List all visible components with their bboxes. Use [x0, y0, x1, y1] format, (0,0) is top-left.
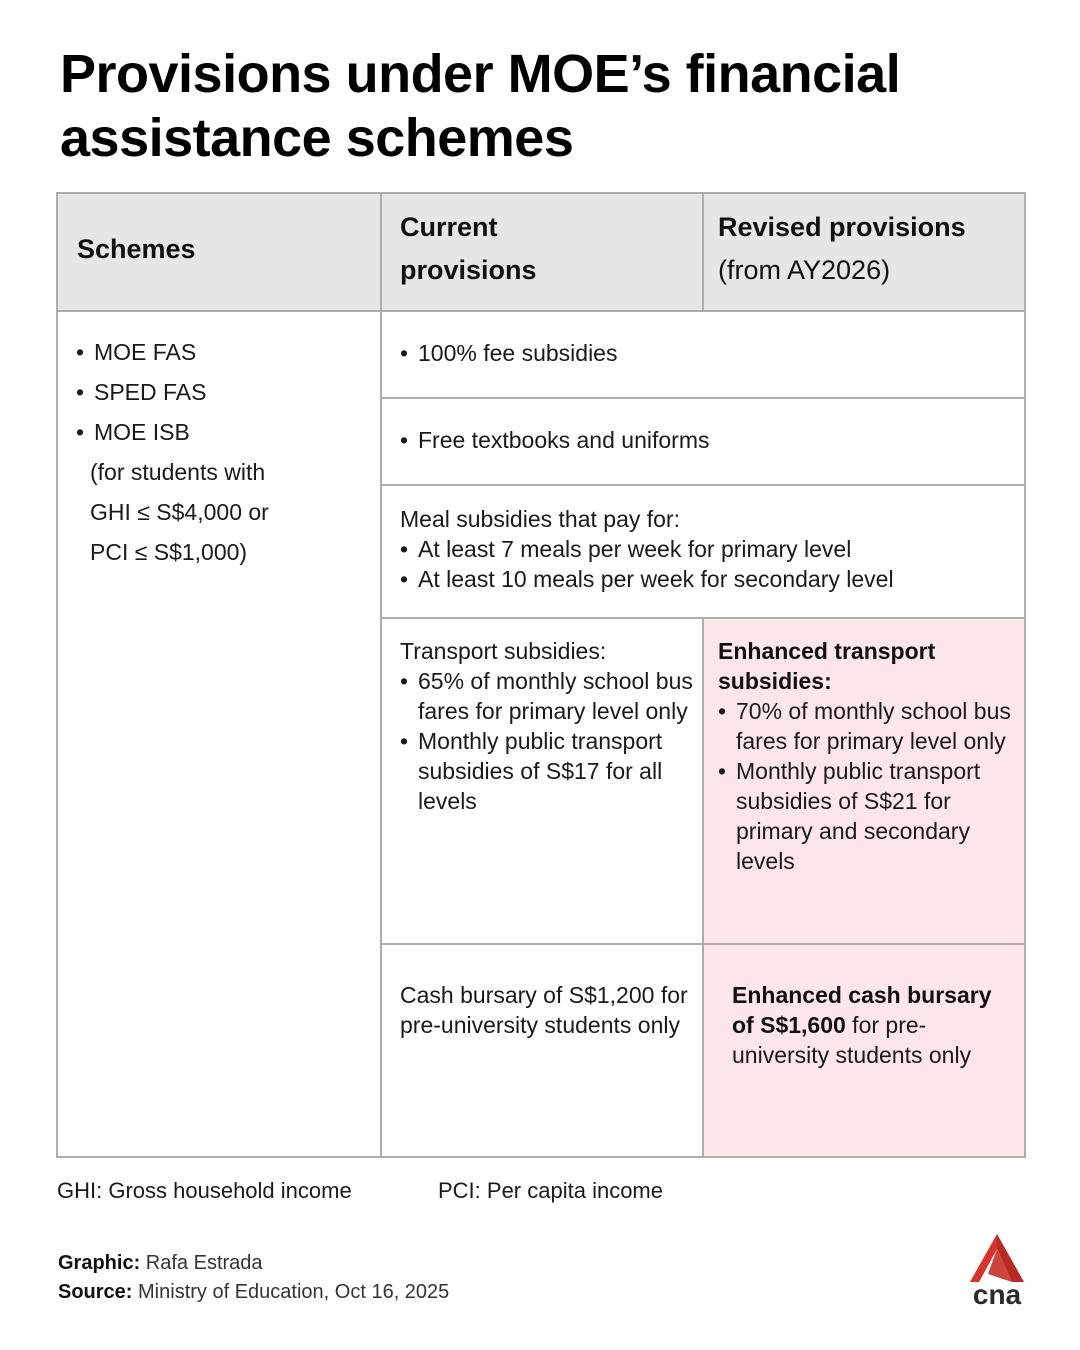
header-schemes-label: Schemes — [77, 234, 196, 264]
svg-text:cna: cna — [972, 1279, 1022, 1306]
meal-subsidies-cell: Meal subsidies that pay for: • At least 7 meals per week for primary level • At least 10 meals per week for secondary level — [400, 504, 1000, 594]
list-item: • At least 7 meals per week for primary level — [400, 536, 852, 562]
divider — [702, 194, 704, 310]
textbooks-uniforms-cell: • Free textbooks and uniforms — [400, 427, 710, 453]
divider — [58, 310, 1024, 312]
legend-ghi: GHI: Gross household income — [57, 1178, 352, 1203]
divider — [702, 618, 704, 1156]
bursary-current-cell: Cash bursary of S$1,200 for pre-university students only — [400, 982, 688, 1038]
list-item: • At least 10 meals per week for secondary level — [400, 566, 894, 592]
divider — [380, 194, 382, 1156]
fee-subsidies-cell: • 100% fee subsidies — [400, 340, 618, 366]
schemes-eligibility-note: (for students with GHI ≤ S$4,000 or PCI ≤ S$1,000) — [90, 459, 269, 565]
list-item: • SPED FAS — [76, 379, 207, 405]
legend-pci: PCI: Per capita income — [438, 1178, 663, 1203]
header-revised-sublabel: (from AY2026) — [718, 255, 891, 285]
transport-current-cell: Transport subsidies: • 65% of monthly school bus fares for primary level only • Monthly public transport subsidies of S$17 for all levels — [400, 636, 695, 816]
header-current-label: Current provisions — [400, 212, 537, 285]
header-revised — [718, 206, 1018, 292]
list-item: • Monthly public transport subsidies of S$17 for all levels — [400, 728, 663, 814]
page-title: Provisions under MOE’s financial assistance schemes — [60, 44, 901, 168]
divider — [380, 617, 1024, 619]
header-schemes — [77, 228, 196, 271]
credit-graphic: Graphic: Rafa Estrada — [58, 1252, 263, 1274]
list-item: • Monthly public transport subsidies of S$21 for primary and secondary levels — [718, 758, 981, 874]
list-item: • 70% of monthly school bus fares for primary level only — [718, 698, 1011, 754]
divider — [380, 484, 1024, 486]
divider — [380, 397, 1024, 399]
list-item: • MOE FAS — [76, 339, 197, 365]
credit-source: Source: Ministry of Education, Oct 16, 2025 — [58, 1281, 450, 1303]
divider — [380, 943, 1024, 945]
cna-logo-icon — [966, 1232, 1028, 1306]
list-item: • MOE ISB — [76, 419, 190, 445]
list-item: • 65% of monthly school bus fares for primary level only — [400, 668, 693, 724]
provisions-table — [56, 192, 1026, 1158]
header-current — [400, 206, 640, 292]
bursary-revised-cell: Enhanced cash bursary of S$1,600 for pre-university students only — [732, 982, 992, 1068]
transport-revised-cell: Enhanced transport subsidies: • 70% of monthly school bus fares for primary level only • Monthly public transport subsidies of S$21 for primary and secondary levels — [718, 636, 1013, 876]
schemes-list — [76, 332, 366, 572]
header-revised-label: Revised provisions — [718, 212, 966, 242]
